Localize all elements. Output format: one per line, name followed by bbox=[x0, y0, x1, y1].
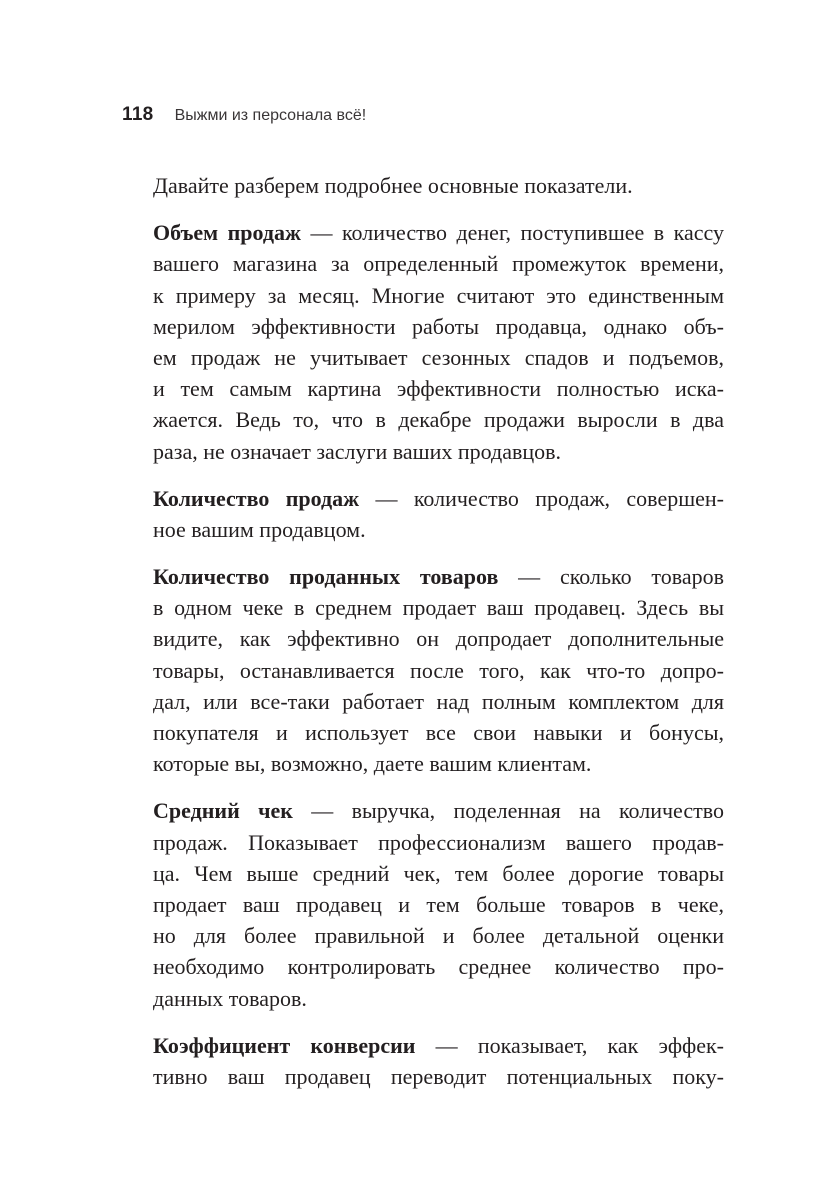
text-line: тивно ваш продавец переводит потенциальных поку- bbox=[153, 1063, 724, 1089]
paragraph-number-of-sales bbox=[153, 483, 724, 545]
term-average-check: Средний чек bbox=[153, 798, 293, 824]
paragraph-intro bbox=[153, 170, 724, 201]
body-text bbox=[153, 170, 724, 1108]
text-line: которые вы, возможно, даете вашим клиентам. bbox=[153, 751, 592, 777]
text-line: продаж. Показывает профессионализм вашего продав- bbox=[153, 829, 724, 855]
text-fragment: — показывает, как эффек- bbox=[415, 1032, 725, 1058]
text-fragment: — выручка, поделенная на количество bbox=[292, 798, 724, 824]
text-line: товары, останавливается после того, как что-то допро- bbox=[153, 657, 724, 683]
text-line: ем продаж не учитывает сезонных спадов и подъемов, bbox=[153, 344, 724, 370]
text-line bbox=[153, 483, 724, 514]
text-line: но для более правильной и более детальной оценки bbox=[153, 923, 724, 949]
text-line: данных товаров. bbox=[153, 985, 307, 1011]
paragraph-items-sold bbox=[153, 561, 724, 779]
text-line bbox=[153, 795, 724, 826]
paragraph-average-check bbox=[153, 795, 724, 1013]
text-line bbox=[153, 1030, 724, 1061]
term-items-sold: Количество проданных товаров bbox=[153, 564, 499, 590]
text-line: ца. Чем выше средний чек, тем более дорогие товары bbox=[153, 860, 724, 886]
text-line: покупателя и использует все свои навыки и бонусы, bbox=[153, 720, 724, 745]
text-line: в одном чеке в среднем продает ваш продавец. Здесь вы bbox=[153, 595, 724, 621]
text-line: мерилом эффективности работы продавца, однако объ- bbox=[153, 313, 724, 339]
book-title: Выжми из персонала всё! bbox=[174, 107, 367, 124]
term-sales-volume: Объем продаж bbox=[153, 220, 301, 246]
text-fragment: — количество денег, поступившее в кассу bbox=[300, 220, 724, 246]
text-fragment: — сколько товаров bbox=[498, 564, 724, 590]
text-line: видите, как эффективно он допродает дополнительные bbox=[153, 626, 724, 652]
text-line: продает ваш продавец и тем больше товаров в чеке, bbox=[153, 891, 724, 917]
text-line: и тем самым картина эффективности полностью иска- bbox=[153, 376, 724, 402]
paragraph-sales-volume bbox=[153, 217, 724, 467]
text-line bbox=[153, 561, 724, 592]
text-line: вашего магазина за определенный промежуток времени, bbox=[153, 251, 724, 277]
term-number-of-sales: Количество продаж bbox=[153, 485, 360, 511]
text-line: раза, не означает заслуги ваших продавцов. bbox=[153, 438, 562, 464]
text-line: дал, или все-таки работает над полным комплектом для bbox=[153, 688, 724, 714]
text-line: жается. Ведь то, что в декабре продажи выросли в два bbox=[153, 407, 724, 433]
text-line bbox=[153, 217, 724, 248]
text-line: ное вашим продавцом. bbox=[153, 516, 366, 542]
page-number: 118 bbox=[122, 104, 154, 125]
text-line: Давайте разберем подробнее основные показатели. bbox=[153, 173, 633, 198]
running-head bbox=[122, 104, 366, 128]
paragraph-conversion-rate bbox=[153, 1030, 724, 1092]
text-fragment: — количество продаж, совершен- bbox=[359, 485, 725, 511]
text-line: к примеру за месяц. Многие считают это единственным bbox=[153, 282, 724, 308]
term-conversion-rate: Коэффициент конверсии bbox=[153, 1032, 416, 1058]
text-line: необходимо контролировать среднее количество про- bbox=[153, 954, 724, 980]
